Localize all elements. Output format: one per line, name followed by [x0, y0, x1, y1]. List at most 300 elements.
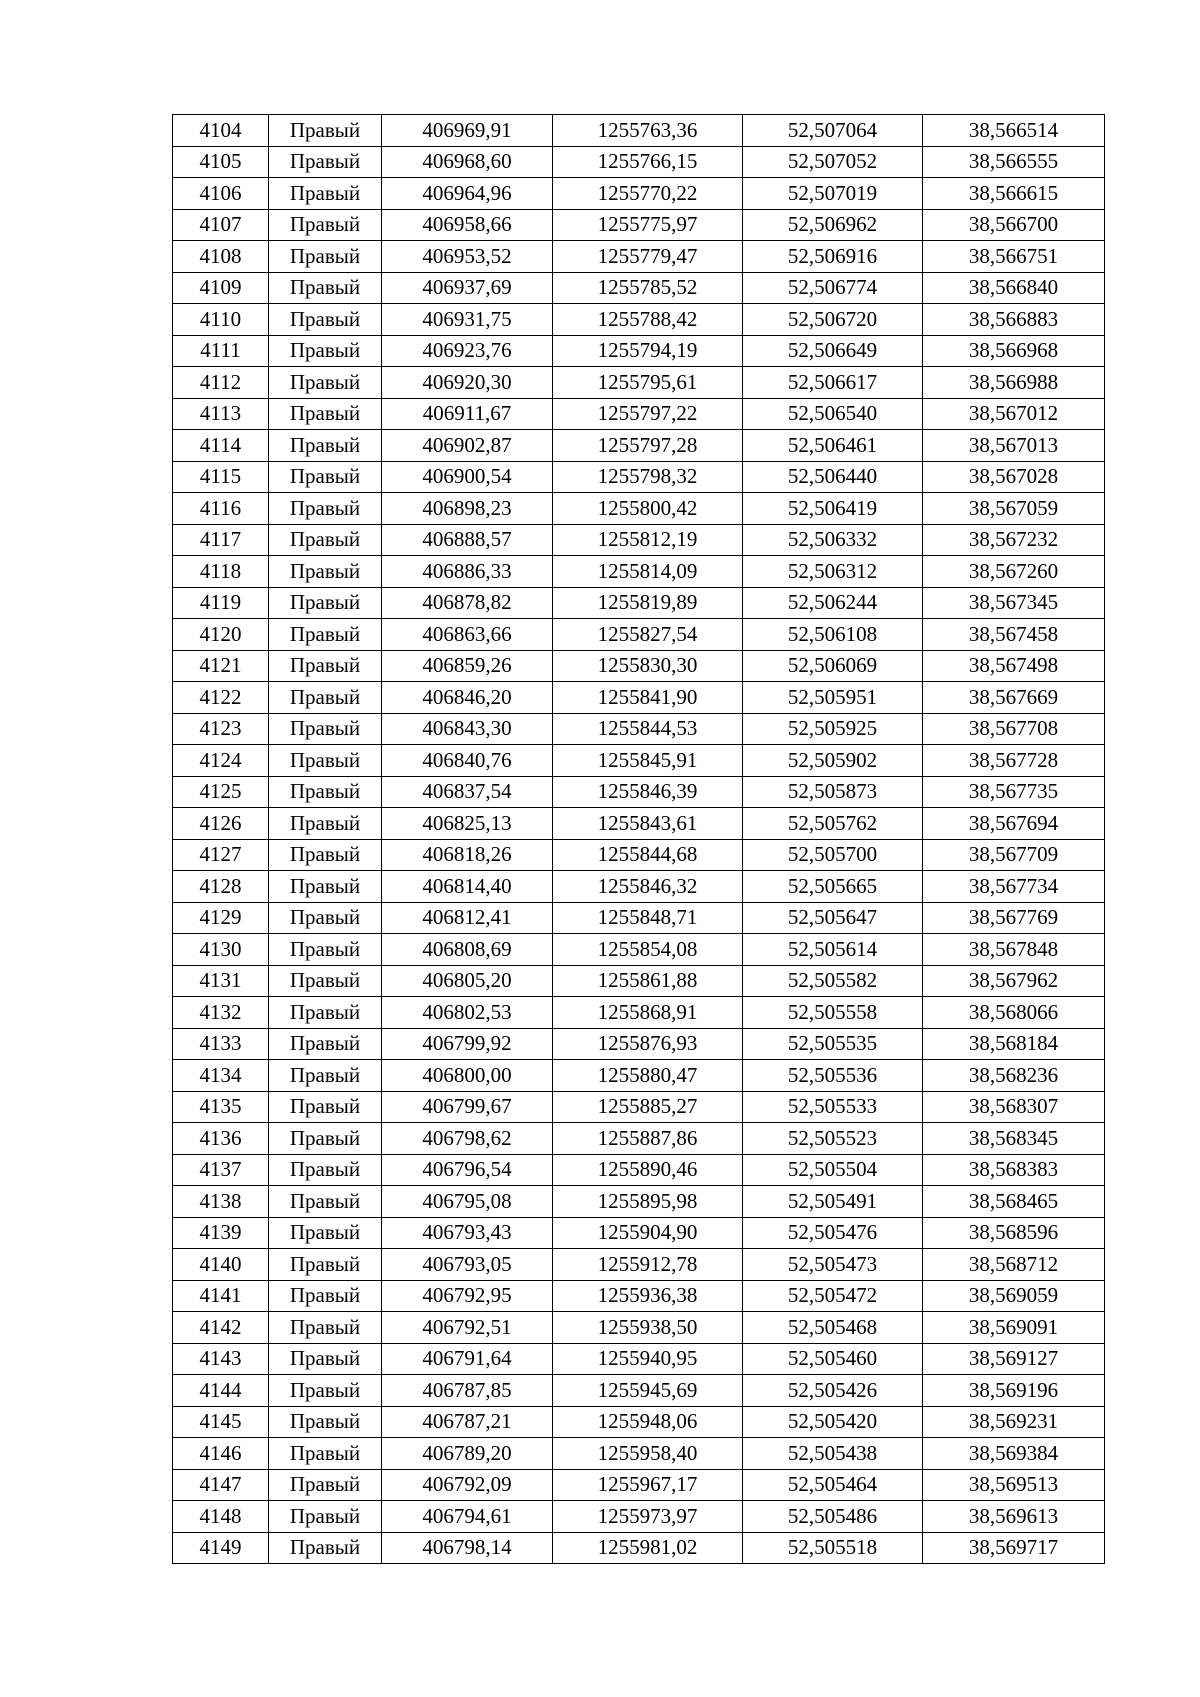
table-row [173, 115, 1105, 147]
y-coordinate-cell: 1255788,42 [553, 304, 743, 336]
latitude-cell: 52,506461 [743, 430, 923, 462]
longitude-cell: 38,566988 [923, 367, 1105, 399]
longitude-cell: 38,568066 [923, 997, 1105, 1029]
latitude-cell: 52,506312 [743, 556, 923, 588]
x-coordinate-cell: 406902,87 [382, 430, 553, 462]
latitude-cell: 52,505426 [743, 1375, 923, 1407]
y-coordinate-cell: 1255775,97 [553, 209, 743, 241]
longitude-cell: 38,566751 [923, 241, 1105, 273]
side-cell: Правый [269, 335, 382, 367]
latitude-cell: 52,506332 [743, 524, 923, 556]
longitude-cell: 38,567709 [923, 839, 1105, 871]
x-coordinate-cell: 406792,09 [382, 1469, 553, 1501]
side-cell: Правый [269, 776, 382, 808]
latitude-cell: 52,507052 [743, 146, 923, 178]
longitude-cell: 38,568465 [923, 1186, 1105, 1218]
x-coordinate-cell: 406812,41 [382, 902, 553, 934]
x-coordinate-cell: 406799,92 [382, 1028, 553, 1060]
table-row [173, 1438, 1105, 1470]
table-row [173, 1028, 1105, 1060]
longitude-cell: 38,566968 [923, 335, 1105, 367]
longitude-cell: 38,567734 [923, 871, 1105, 903]
x-coordinate-cell: 406911,67 [382, 398, 553, 430]
x-coordinate-cell: 406825,13 [382, 808, 553, 840]
y-coordinate-cell: 1255841,90 [553, 682, 743, 714]
longitude-cell: 38,567498 [923, 650, 1105, 682]
x-coordinate-cell: 406789,20 [382, 1438, 553, 1470]
x-coordinate-cell: 406953,52 [382, 241, 553, 273]
table-row [173, 146, 1105, 178]
y-coordinate-cell: 1255845,91 [553, 745, 743, 777]
point-number-cell: 4134 [173, 1060, 269, 1092]
y-coordinate-cell: 1255830,30 [553, 650, 743, 682]
latitude-cell: 52,506540 [743, 398, 923, 430]
latitude-cell: 52,505925 [743, 713, 923, 745]
longitude-cell: 38,567013 [923, 430, 1105, 462]
table-row [173, 1312, 1105, 1344]
point-number-cell: 4141 [173, 1280, 269, 1312]
point-number-cell: 4113 [173, 398, 269, 430]
point-number-cell: 4144 [173, 1375, 269, 1407]
x-coordinate-cell: 406792,95 [382, 1280, 553, 1312]
table-row [173, 209, 1105, 241]
x-coordinate-cell: 406900,54 [382, 461, 553, 493]
side-cell: Правый [269, 650, 382, 682]
table-row [173, 934, 1105, 966]
table-row [173, 997, 1105, 1029]
table-row [173, 178, 1105, 210]
latitude-cell: 52,505533 [743, 1091, 923, 1123]
table-row [173, 430, 1105, 462]
y-coordinate-cell: 1255785,52 [553, 272, 743, 304]
point-number-cell: 4110 [173, 304, 269, 336]
y-coordinate-cell: 1255798,32 [553, 461, 743, 493]
y-coordinate-cell: 1255890,46 [553, 1154, 743, 1186]
point-number-cell: 4126 [173, 808, 269, 840]
point-number-cell: 4115 [173, 461, 269, 493]
y-coordinate-cell: 1255763,36 [553, 115, 743, 147]
table-row [173, 461, 1105, 493]
point-number-cell: 4107 [173, 209, 269, 241]
table-row [173, 493, 1105, 525]
table-row [173, 272, 1105, 304]
y-coordinate-cell: 1255967,17 [553, 1469, 743, 1501]
latitude-cell: 52,505582 [743, 965, 923, 997]
x-coordinate-cell: 406878,82 [382, 587, 553, 619]
side-cell: Правый [269, 965, 382, 997]
point-number-cell: 4106 [173, 178, 269, 210]
table-row [173, 745, 1105, 777]
side-cell: Правый [269, 461, 382, 493]
point-number-cell: 4119 [173, 587, 269, 619]
table-row [173, 682, 1105, 714]
side-cell: Правый [269, 1501, 382, 1533]
table-row [173, 1343, 1105, 1375]
table-row [173, 524, 1105, 556]
table-row [173, 335, 1105, 367]
table-row [173, 965, 1105, 997]
table-row [173, 839, 1105, 871]
longitude-cell: 38,567694 [923, 808, 1105, 840]
latitude-cell: 52,505486 [743, 1501, 923, 1533]
x-coordinate-cell: 406920,30 [382, 367, 553, 399]
table-row [173, 1469, 1105, 1501]
point-number-cell: 4109 [173, 272, 269, 304]
x-coordinate-cell: 406799,67 [382, 1091, 553, 1123]
side-cell: Правый [269, 272, 382, 304]
table-row [173, 871, 1105, 903]
point-number-cell: 4121 [173, 650, 269, 682]
x-coordinate-cell: 406931,75 [382, 304, 553, 336]
longitude-cell: 38,569091 [923, 1312, 1105, 1344]
x-coordinate-cell: 406843,30 [382, 713, 553, 745]
x-coordinate-cell: 406968,60 [382, 146, 553, 178]
latitude-cell: 52,505468 [743, 1312, 923, 1344]
x-coordinate-cell: 406969,91 [382, 115, 553, 147]
latitude-cell: 52,505614 [743, 934, 923, 966]
point-number-cell: 4146 [173, 1438, 269, 1470]
y-coordinate-cell: 1255846,32 [553, 871, 743, 903]
point-number-cell: 4138 [173, 1186, 269, 1218]
y-coordinate-cell: 1255973,97 [553, 1501, 743, 1533]
coordinates-table [172, 114, 1105, 1564]
side-cell: Правый [269, 713, 382, 745]
side-cell: Правый [269, 493, 382, 525]
latitude-cell: 52,505536 [743, 1060, 923, 1092]
y-coordinate-cell: 1255819,89 [553, 587, 743, 619]
latitude-cell: 52,505464 [743, 1469, 923, 1501]
longitude-cell: 38,568712 [923, 1249, 1105, 1281]
longitude-cell: 38,567012 [923, 398, 1105, 430]
longitude-cell: 38,568307 [923, 1091, 1105, 1123]
longitude-cell: 38,569059 [923, 1280, 1105, 1312]
latitude-cell: 52,506649 [743, 335, 923, 367]
side-cell: Правый [269, 1312, 382, 1344]
x-coordinate-cell: 406923,76 [382, 335, 553, 367]
y-coordinate-cell: 1255794,19 [553, 335, 743, 367]
side-cell: Правый [269, 1532, 382, 1564]
latitude-cell: 52,506916 [743, 241, 923, 273]
latitude-cell: 52,506774 [743, 272, 923, 304]
y-coordinate-cell: 1255827,54 [553, 619, 743, 651]
table-row [173, 556, 1105, 588]
point-number-cell: 4132 [173, 997, 269, 1029]
point-number-cell: 4149 [173, 1532, 269, 1564]
longitude-cell: 38,567345 [923, 587, 1105, 619]
latitude-cell: 52,506617 [743, 367, 923, 399]
side-cell: Правый [269, 587, 382, 619]
x-coordinate-cell: 406795,08 [382, 1186, 553, 1218]
y-coordinate-cell: 1255812,19 [553, 524, 743, 556]
longitude-cell: 38,567728 [923, 745, 1105, 777]
x-coordinate-cell: 406814,40 [382, 871, 553, 903]
side-cell: Правый [269, 871, 382, 903]
point-number-cell: 4127 [173, 839, 269, 871]
x-coordinate-cell: 406794,61 [382, 1501, 553, 1533]
longitude-cell: 38,567962 [923, 965, 1105, 997]
x-coordinate-cell: 406791,64 [382, 1343, 553, 1375]
coordinates-table-body [173, 115, 1105, 1564]
table-row [173, 1091, 1105, 1123]
side-cell: Правый [269, 304, 382, 336]
point-number-cell: 4125 [173, 776, 269, 808]
x-coordinate-cell: 406958,66 [382, 209, 553, 241]
y-coordinate-cell: 1255844,68 [553, 839, 743, 871]
table-row [173, 1154, 1105, 1186]
side-cell: Правый [269, 1060, 382, 1092]
y-coordinate-cell: 1255844,53 [553, 713, 743, 745]
y-coordinate-cell: 1255876,93 [553, 1028, 743, 1060]
longitude-cell: 38,568596 [923, 1217, 1105, 1249]
longitude-cell: 38,567669 [923, 682, 1105, 714]
side-cell: Правый [269, 1343, 382, 1375]
longitude-cell: 38,569196 [923, 1375, 1105, 1407]
x-coordinate-cell: 406800,00 [382, 1060, 553, 1092]
table-row [173, 398, 1105, 430]
x-coordinate-cell: 406837,54 [382, 776, 553, 808]
table-row [173, 1280, 1105, 1312]
latitude-cell: 52,505438 [743, 1438, 923, 1470]
longitude-cell: 38,566615 [923, 178, 1105, 210]
side-cell: Правый [269, 745, 382, 777]
x-coordinate-cell: 406796,54 [382, 1154, 553, 1186]
side-cell: Правый [269, 1091, 382, 1123]
table-row [173, 587, 1105, 619]
latitude-cell: 52,505472 [743, 1280, 923, 1312]
table-row [173, 367, 1105, 399]
latitude-cell: 52,507064 [743, 115, 923, 147]
point-number-cell: 4120 [173, 619, 269, 651]
latitude-cell: 52,505420 [743, 1406, 923, 1438]
side-cell: Правый [269, 524, 382, 556]
x-coordinate-cell: 406805,20 [382, 965, 553, 997]
latitude-cell: 52,505473 [743, 1249, 923, 1281]
y-coordinate-cell: 1255848,71 [553, 902, 743, 934]
longitude-cell: 38,567260 [923, 556, 1105, 588]
table-row [173, 1060, 1105, 1092]
latitude-cell: 52,505523 [743, 1123, 923, 1155]
y-coordinate-cell: 1255779,47 [553, 241, 743, 273]
longitude-cell: 38,566514 [923, 115, 1105, 147]
point-number-cell: 4128 [173, 871, 269, 903]
side-cell: Правый [269, 1375, 382, 1407]
point-number-cell: 4111 [173, 335, 269, 367]
side-cell: Правый [269, 1028, 382, 1060]
y-coordinate-cell: 1255868,91 [553, 997, 743, 1029]
side-cell: Правый [269, 839, 382, 871]
y-coordinate-cell: 1255800,42 [553, 493, 743, 525]
x-coordinate-cell: 406886,33 [382, 556, 553, 588]
point-number-cell: 4133 [173, 1028, 269, 1060]
longitude-cell: 38,567232 [923, 524, 1105, 556]
longitude-cell: 38,568236 [923, 1060, 1105, 1092]
point-number-cell: 4145 [173, 1406, 269, 1438]
point-number-cell: 4117 [173, 524, 269, 556]
longitude-cell: 38,566700 [923, 209, 1105, 241]
x-coordinate-cell: 406793,05 [382, 1249, 553, 1281]
side-cell: Правый [269, 430, 382, 462]
point-number-cell: 4130 [173, 934, 269, 966]
side-cell: Правый [269, 934, 382, 966]
longitude-cell: 38,569127 [923, 1343, 1105, 1375]
table-row [173, 776, 1105, 808]
y-coordinate-cell: 1255981,02 [553, 1532, 743, 1564]
latitude-cell: 52,506419 [743, 493, 923, 525]
side-cell: Правый [269, 808, 382, 840]
latitude-cell: 52,506962 [743, 209, 923, 241]
point-number-cell: 4112 [173, 367, 269, 399]
y-coordinate-cell: 1255940,95 [553, 1343, 743, 1375]
side-cell: Правый [269, 619, 382, 651]
point-number-cell: 4108 [173, 241, 269, 273]
y-coordinate-cell: 1255843,61 [553, 808, 743, 840]
table-row [173, 1186, 1105, 1218]
longitude-cell: 38,566555 [923, 146, 1105, 178]
longitude-cell: 38,569513 [923, 1469, 1105, 1501]
side-cell: Правый [269, 146, 382, 178]
x-coordinate-cell: 406792,51 [382, 1312, 553, 1344]
longitude-cell: 38,567708 [923, 713, 1105, 745]
table-row [173, 241, 1105, 273]
table-row [173, 1123, 1105, 1155]
x-coordinate-cell: 406937,69 [382, 272, 553, 304]
table-row [173, 1249, 1105, 1281]
table-row [173, 1375, 1105, 1407]
side-cell: Правый [269, 209, 382, 241]
point-number-cell: 4118 [173, 556, 269, 588]
x-coordinate-cell: 406964,96 [382, 178, 553, 210]
y-coordinate-cell: 1255797,28 [553, 430, 743, 462]
side-cell: Правый [269, 1469, 382, 1501]
table-row [173, 1501, 1105, 1533]
side-cell: Правый [269, 398, 382, 430]
point-number-cell: 4140 [173, 1249, 269, 1281]
y-coordinate-cell: 1255795,61 [553, 367, 743, 399]
side-cell: Правый [269, 1154, 382, 1186]
y-coordinate-cell: 1255904,90 [553, 1217, 743, 1249]
y-coordinate-cell: 1255945,69 [553, 1375, 743, 1407]
y-coordinate-cell: 1255885,27 [553, 1091, 743, 1123]
y-coordinate-cell: 1255770,22 [553, 178, 743, 210]
longitude-cell: 38,567848 [923, 934, 1105, 966]
point-number-cell: 4105 [173, 146, 269, 178]
side-cell: Правый [269, 997, 382, 1029]
side-cell: Правый [269, 1280, 382, 1312]
x-coordinate-cell: 406863,66 [382, 619, 553, 651]
table-row [173, 1217, 1105, 1249]
latitude-cell: 52,505873 [743, 776, 923, 808]
latitude-cell: 52,505476 [743, 1217, 923, 1249]
y-coordinate-cell: 1255797,22 [553, 398, 743, 430]
x-coordinate-cell: 406787,85 [382, 1375, 553, 1407]
point-number-cell: 4142 [173, 1312, 269, 1344]
point-number-cell: 4129 [173, 902, 269, 934]
table-row [173, 808, 1105, 840]
x-coordinate-cell: 406787,21 [382, 1406, 553, 1438]
table-row [173, 619, 1105, 651]
latitude-cell: 52,505647 [743, 902, 923, 934]
x-coordinate-cell: 406846,20 [382, 682, 553, 714]
y-coordinate-cell: 1255895,98 [553, 1186, 743, 1218]
y-coordinate-cell: 1255861,88 [553, 965, 743, 997]
side-cell: Правый [269, 1123, 382, 1155]
latitude-cell: 52,507019 [743, 178, 923, 210]
latitude-cell: 52,506440 [743, 461, 923, 493]
longitude-cell: 38,568383 [923, 1154, 1105, 1186]
x-coordinate-cell: 406808,69 [382, 934, 553, 966]
side-cell: Правый [269, 367, 382, 399]
longitude-cell: 38,567028 [923, 461, 1105, 493]
side-cell: Правый [269, 556, 382, 588]
longitude-cell: 38,567059 [923, 493, 1105, 525]
latitude-cell: 52,505460 [743, 1343, 923, 1375]
point-number-cell: 4143 [173, 1343, 269, 1375]
y-coordinate-cell: 1255846,39 [553, 776, 743, 808]
side-cell: Правый [269, 115, 382, 147]
x-coordinate-cell: 406888,57 [382, 524, 553, 556]
point-number-cell: 4122 [173, 682, 269, 714]
side-cell: Правый [269, 1186, 382, 1218]
side-cell: Правый [269, 178, 382, 210]
longitude-cell: 38,569717 [923, 1532, 1105, 1564]
y-coordinate-cell: 1255938,50 [553, 1312, 743, 1344]
longitude-cell: 38,568184 [923, 1028, 1105, 1060]
latitude-cell: 52,505700 [743, 839, 923, 871]
x-coordinate-cell: 406840,76 [382, 745, 553, 777]
point-number-cell: 4123 [173, 713, 269, 745]
y-coordinate-cell: 1255936,38 [553, 1280, 743, 1312]
side-cell: Правый [269, 1217, 382, 1249]
point-number-cell: 4114 [173, 430, 269, 462]
latitude-cell: 52,505518 [743, 1532, 923, 1564]
x-coordinate-cell: 406802,53 [382, 997, 553, 1029]
point-number-cell: 4137 [173, 1154, 269, 1186]
y-coordinate-cell: 1255887,86 [553, 1123, 743, 1155]
latitude-cell: 52,505491 [743, 1186, 923, 1218]
point-number-cell: 4135 [173, 1091, 269, 1123]
y-coordinate-cell: 1255912,78 [553, 1249, 743, 1281]
latitude-cell: 52,506720 [743, 304, 923, 336]
x-coordinate-cell: 406859,26 [382, 650, 553, 682]
latitude-cell: 52,505558 [743, 997, 923, 1029]
longitude-cell: 38,566883 [923, 304, 1105, 336]
side-cell: Правый [269, 241, 382, 273]
point-number-cell: 4147 [173, 1469, 269, 1501]
latitude-cell: 52,505762 [743, 808, 923, 840]
point-number-cell: 4148 [173, 1501, 269, 1533]
table-row [173, 713, 1105, 745]
latitude-cell: 52,505951 [743, 682, 923, 714]
longitude-cell: 38,569384 [923, 1438, 1105, 1470]
latitude-cell: 52,506069 [743, 650, 923, 682]
x-coordinate-cell: 406798,62 [382, 1123, 553, 1155]
latitude-cell: 52,505665 [743, 871, 923, 903]
latitude-cell: 52,506244 [743, 587, 923, 619]
side-cell: Правый [269, 682, 382, 714]
y-coordinate-cell: 1255948,06 [553, 1406, 743, 1438]
latitude-cell: 52,505902 [743, 745, 923, 777]
y-coordinate-cell: 1255766,15 [553, 146, 743, 178]
table-row [173, 1532, 1105, 1564]
y-coordinate-cell: 1255854,08 [553, 934, 743, 966]
latitude-cell: 52,505535 [743, 1028, 923, 1060]
latitude-cell: 52,506108 [743, 619, 923, 651]
side-cell: Правый [269, 1249, 382, 1281]
x-coordinate-cell: 406798,14 [382, 1532, 553, 1564]
point-number-cell: 4131 [173, 965, 269, 997]
point-number-cell: 4116 [173, 493, 269, 525]
point-number-cell: 4139 [173, 1217, 269, 1249]
